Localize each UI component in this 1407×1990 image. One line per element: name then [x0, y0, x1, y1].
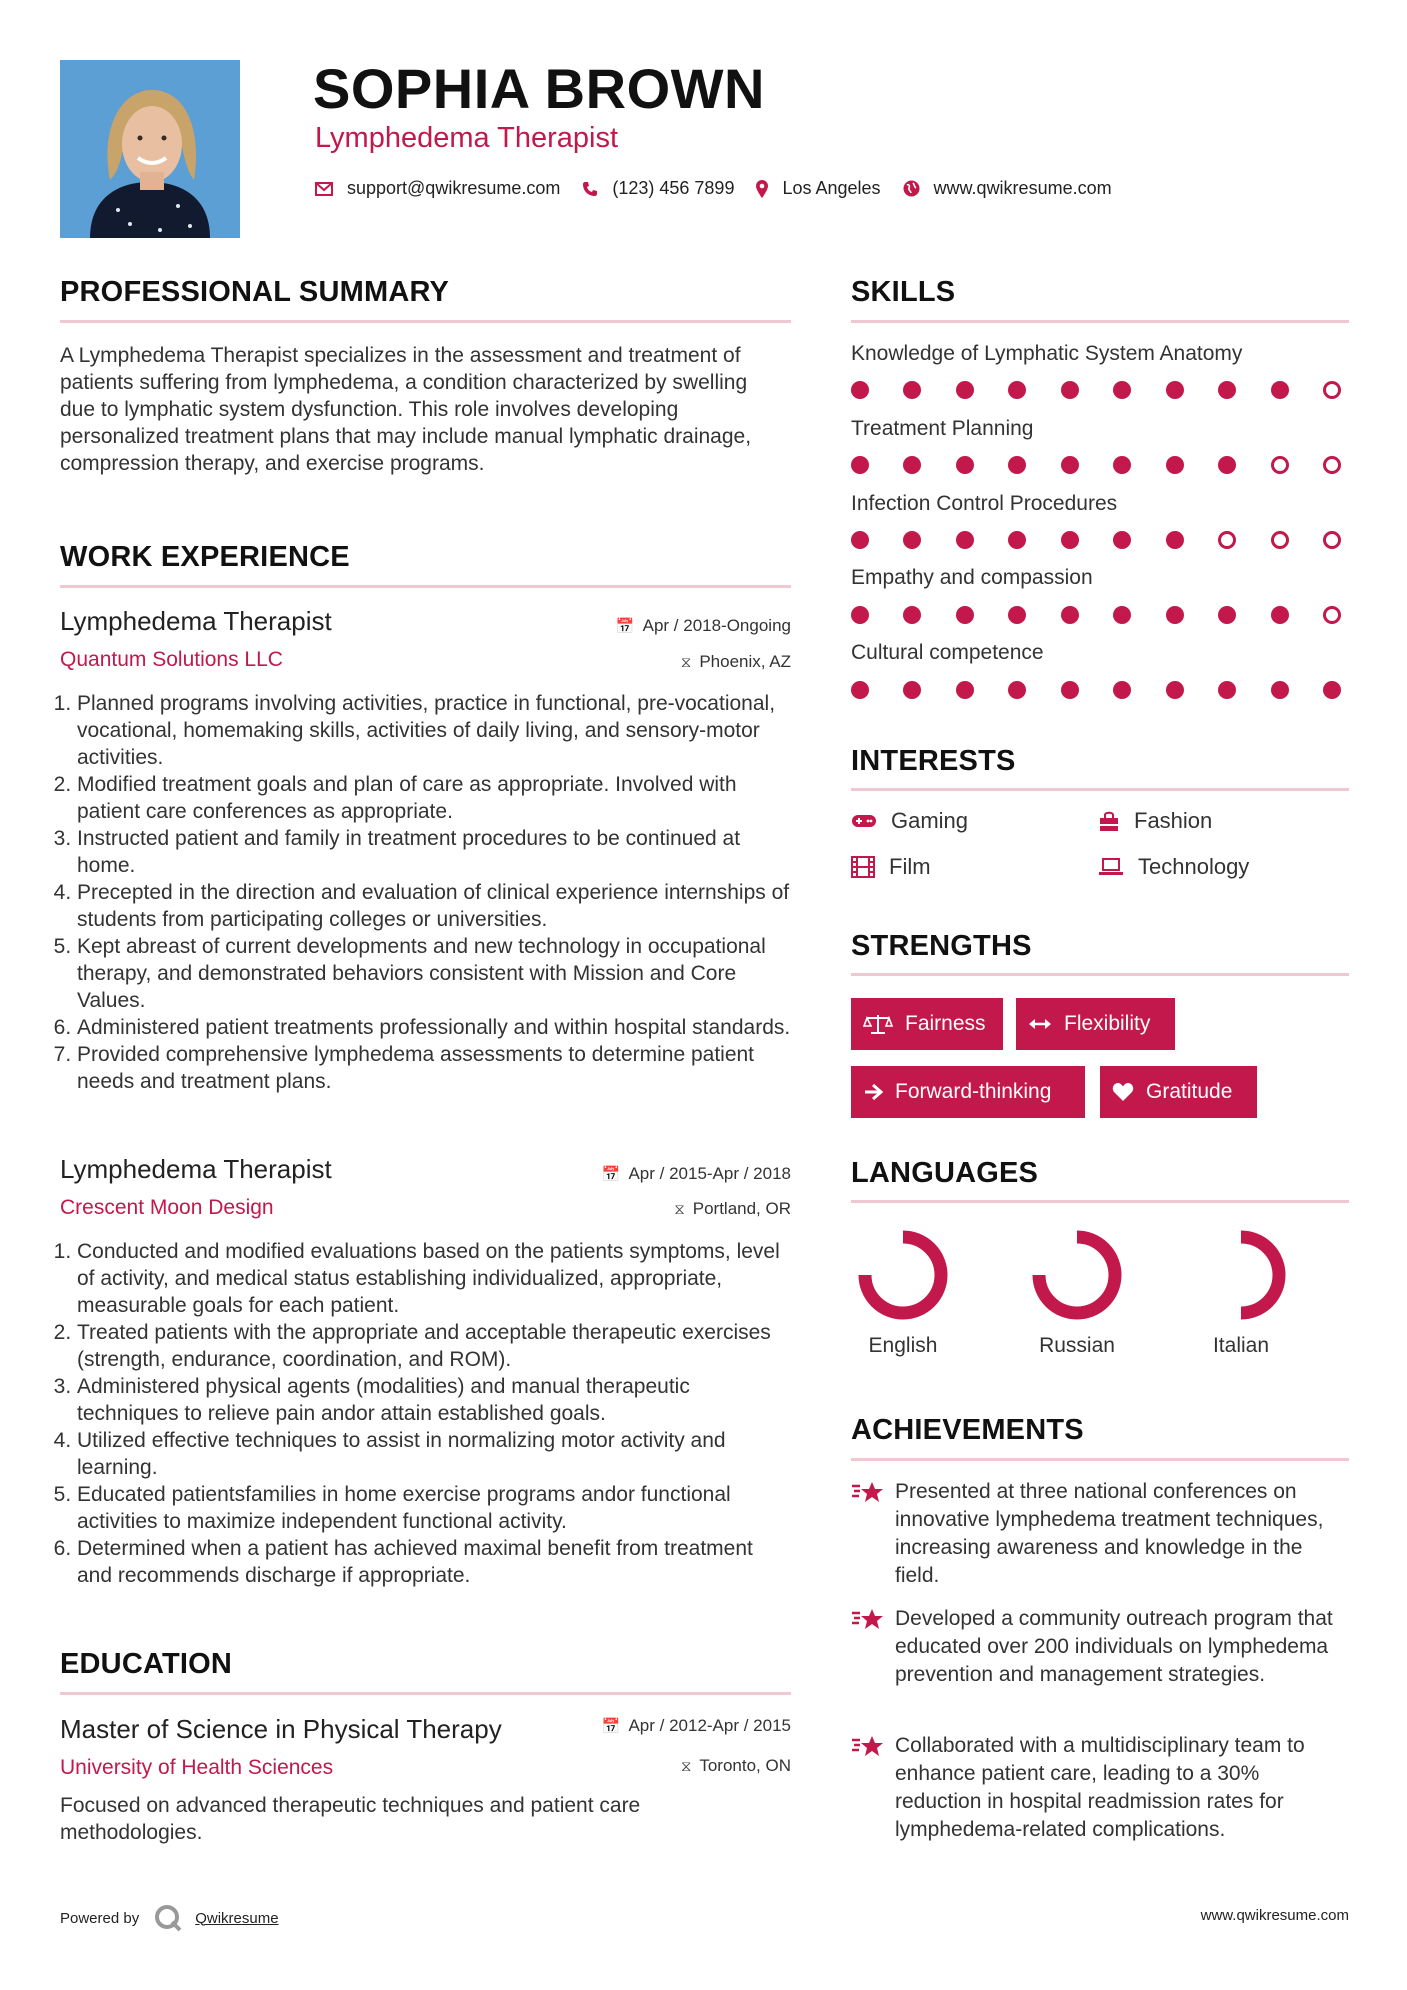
skill-dot-filled — [1008, 531, 1026, 549]
language-gauge — [1027, 1225, 1127, 1325]
skill-name: Treatment Planning — [851, 417, 1034, 440]
arrow-right-icon — [863, 1083, 883, 1101]
achievements-heading: ACHIEVEMENTS — [851, 1414, 1084, 1446]
skill-dot-filled — [956, 456, 974, 474]
job-title: Lymphedema Therapist — [60, 606, 332, 636]
skill-dot-filled — [1218, 681, 1236, 699]
job-company: Quantum Solutions LLC — [60, 648, 283, 671]
skill-dot-filled — [903, 606, 921, 624]
skill-dot-filled — [1166, 456, 1184, 474]
contact-website[interactable]: www.qwikresume.com — [933, 178, 1112, 198]
achievement-item — [851, 1605, 1351, 1689]
section-divider — [851, 973, 1349, 976]
strength-label: Flexibility — [1064, 1012, 1151, 1035]
star-icon — [851, 1478, 895, 1590]
list-item: 3. Administered physical agents (modalities) and manual therapeutic techniques to relieve pain andor attain established goals. — [77, 1373, 792, 1427]
calendar-icon: 📅 — [615, 618, 635, 635]
strength-badge — [851, 1066, 1085, 1118]
interest-item — [1098, 808, 1212, 834]
skill-dot-empty — [1323, 531, 1341, 549]
strength-label: Fairness — [905, 1012, 986, 1035]
job-dates-text: Apr / 2015-Apr / 2018 — [628, 1164, 791, 1183]
language-name: Italian — [1212, 1334, 1270, 1357]
list-item: 3. Instructed patient and family in treatment procedures to be continued at home. — [77, 825, 792, 879]
skill-dot-filled — [1218, 456, 1236, 474]
contact-email[interactable]: support@qwikresume.com — [347, 178, 561, 198]
language-name: English — [868, 1334, 938, 1357]
job-company: Crescent Moon Design — [60, 1196, 274, 1219]
language-item — [1017, 1225, 1137, 1358]
section-divider — [851, 320, 1349, 323]
interest-item — [851, 854, 931, 880]
job-location-text: Phoenix, AZ — [699, 652, 791, 671]
profile-photo — [60, 60, 240, 238]
pushpin-icon: ⧖ — [674, 1200, 685, 1218]
skill-dot-filled — [903, 531, 921, 549]
skill-dot-filled — [1061, 531, 1079, 549]
footer-powered-by — [60, 1903, 279, 1933]
skill-dot-filled — [956, 531, 974, 549]
strength-label: Gratitude — [1146, 1080, 1233, 1103]
section-divider — [851, 1200, 1349, 1203]
globe-icon — [903, 180, 920, 197]
skill-dot-filled — [903, 681, 921, 699]
degree-title: Master of Science in Physical Therapy — [60, 1714, 502, 1744]
strengths-heading: STRENGTHS — [851, 930, 1032, 962]
envelope-icon — [315, 182, 333, 196]
skill-dot-empty — [1271, 531, 1289, 549]
list-item: 2. Treated patients with the appropriate and acceptable therapeutic exercises (strength, endurance, coordination, and ROM). — [77, 1319, 792, 1373]
heart-icon — [1112, 1082, 1134, 1102]
skill-dot-filled — [851, 381, 869, 399]
interest-label: Technology — [1138, 854, 1250, 879]
skill-name: Empathy and compassion — [851, 566, 1093, 589]
education-dates-text: Apr / 2012-Apr / 2015 — [628, 1716, 791, 1735]
skill-dot-filled — [851, 681, 869, 699]
language-name: Russian — [1039, 1334, 1115, 1357]
skill-dot-filled — [1271, 681, 1289, 699]
interest-label: Gaming — [891, 808, 969, 833]
skill-dot-filled — [956, 606, 974, 624]
skill-rating — [851, 606, 1341, 624]
skill-rating — [851, 381, 1341, 399]
laptop-icon — [1098, 857, 1124, 877]
skill-dot-filled — [1061, 606, 1079, 624]
list-item: 5. Educated patientsfamilies in home exercise programs andor functional activities to maximize independent functional activity. — [77, 1481, 792, 1535]
list-item: 6. Administered patient treatments professionally and within hospital standards. — [77, 1014, 792, 1041]
skill-dot-filled — [1218, 381, 1236, 399]
list-item: 1. Conducted and modified evaluations based on the patients symptoms, level of activity, and medical status establishing individualized, appropriate, measurable goals for each patient. — [77, 1238, 792, 1319]
skill-dot-filled — [903, 456, 921, 474]
balance-scale-icon — [863, 1013, 893, 1035]
education-heading: EDUCATION — [60, 1648, 233, 1680]
candidate-name: SOPHIA BROWN — [313, 57, 765, 120]
job-dates — [491, 616, 791, 636]
skill-dot-empty — [1218, 531, 1236, 549]
candidate-title: Lymphedema Therapist — [315, 122, 619, 154]
brand-link[interactable]: Qwikresume — [195, 1909, 279, 1927]
skill-dot-filled — [1061, 456, 1079, 474]
education-description: Focused on advanced therapeutic techniques and patient care methodologies. — [60, 1794, 641, 1844]
language-gauge — [1191, 1225, 1291, 1325]
experience-heading: WORK EXPERIENCE — [60, 541, 350, 573]
skill-dot-filled — [1166, 681, 1184, 699]
job-dates-text: Apr / 2018-Ongoing — [642, 616, 791, 635]
skill-rating — [851, 681, 1341, 699]
skill-dot-filled — [1271, 606, 1289, 624]
calendar-icon: 📅 — [601, 1166, 621, 1183]
skill-dot-filled — [1166, 531, 1184, 549]
strength-badge — [1016, 998, 1175, 1050]
skill-dot-filled — [1008, 381, 1026, 399]
pushpin-icon: ⧖ — [680, 653, 692, 671]
interest-label: Fashion — [1134, 808, 1213, 833]
arrows-horizontal-icon — [1028, 1017, 1052, 1031]
achievement-text: Developed a community outreach program that educated over 200 individuals on lymphedema prevention and management strategies. — [895, 1607, 1333, 1686]
skill-dot-filled — [1166, 381, 1184, 399]
skill-dot-filled — [956, 681, 974, 699]
skill-name: Infection Control Procedures — [851, 492, 1118, 515]
skill-rating — [851, 531, 1341, 549]
section-divider — [60, 320, 791, 323]
list-item: 6. Determined when a patient has achieved maximal benefit from treatment and recommends discharge if appropriate. — [77, 1535, 792, 1589]
skill-name: Cultural competence — [851, 641, 1044, 664]
skill-dot-filled — [851, 456, 869, 474]
calendar-icon: 📅 — [601, 1718, 621, 1735]
skill-dot-filled — [1271, 381, 1289, 399]
gamepad-icon — [851, 813, 877, 829]
language-item — [843, 1225, 963, 1358]
summary-text: A Lymphedema Therapist specializes in the assessment and treatment of patients suffering from lymphedema, a condition characterized by swelling due to lymphatic system dysfunction. This role involves developing personalized treatment plans that may include manual lymphatic drainage, compression therapy, and exercise programs. — [60, 344, 752, 475]
skill-dot-filled — [1166, 606, 1184, 624]
list-item: 4. Precepted in the direction and evaluation of clinical experience internships of students from participating colleges or universities. — [77, 879, 792, 933]
education-location — [491, 1756, 791, 1776]
shopping-bag-icon — [1098, 810, 1120, 832]
qwikresume-logo-icon — [153, 1903, 183, 1933]
language-item — [1181, 1225, 1301, 1358]
skill-dot-filled — [1113, 681, 1131, 699]
skill-dot-filled — [1113, 381, 1131, 399]
skill-dot-empty — [1323, 381, 1341, 399]
skill-dot-empty — [1271, 456, 1289, 474]
list-item: 1. Planned programs involving activities, practice in functional, pre-vocational, vocational, homemaking skills, activities of daily living, and sensory-motor activities. — [77, 690, 792, 771]
film-icon — [851, 856, 875, 878]
skill-dot-filled — [1218, 606, 1236, 624]
education-dates — [491, 1716, 791, 1736]
contact-location: Los Angeles — [782, 178, 881, 198]
skill-dot-filled — [1061, 381, 1079, 399]
skills-heading: SKILLS — [851, 276, 956, 308]
list-item: 2. Modified treatment goals and plan of care as appropriate. Involved with patient care conferences as appropriate. — [77, 771, 792, 825]
star-icon — [851, 1732, 895, 1844]
skill-dot-filled — [903, 381, 921, 399]
skill-dot-filled — [1008, 606, 1026, 624]
footer-website[interactable]: www.qwikresume.com — [1200, 1907, 1349, 1924]
job-location — [491, 652, 791, 672]
achievement-item — [851, 1478, 1351, 1590]
list-item: 7. Provided comprehensive lymphedema assessments to determine patient needs and treatment plans. — [77, 1041, 792, 1095]
section-divider — [851, 1458, 1349, 1461]
job-dates — [491, 1164, 791, 1184]
phone-icon — [582, 181, 598, 197]
strength-label: Forward-thinking — [895, 1080, 1052, 1103]
skill-dot-empty — [1323, 606, 1341, 624]
job-location — [491, 1199, 791, 1219]
section-divider — [60, 585, 791, 588]
job-title: Lymphedema Therapist — [60, 1154, 332, 1184]
pushpin-icon: ⧖ — [680, 1757, 692, 1775]
strength-badge — [1100, 1066, 1257, 1118]
skill-dot-filled — [851, 606, 869, 624]
interest-label: Film — [889, 854, 931, 879]
achievement-text: Collaborated with a multidisciplinary team to enhance patient care, leading to a 30% reduction in hospital readmission rates for lymphedema-related complications. — [895, 1734, 1305, 1841]
list-item: 5. Kept abreast of current developments and new technology in occupational therapy, and demonstrated behaviors consistent with Mission and Core Values. — [77, 933, 792, 1014]
skill-dot-filled — [1113, 606, 1131, 624]
job-duties — [58, 1238, 792, 1589]
skill-dot-filled — [956, 381, 974, 399]
list-item: 4. Utilized effective techniques to assist in normalizing motor activity and learning. — [77, 1427, 792, 1481]
skill-dot-filled — [1008, 456, 1026, 474]
summary-heading: PROFESSIONAL SUMMARY — [60, 276, 450, 308]
skill-dot-filled — [1061, 681, 1079, 699]
language-gauge — [853, 1225, 953, 1325]
interest-item — [851, 808, 968, 834]
interest-item — [1098, 854, 1249, 880]
education-location-text: Toronto, ON — [699, 1756, 791, 1775]
skill-dot-empty — [1323, 456, 1341, 474]
star-icon — [851, 1605, 895, 1689]
skill-rating — [851, 456, 1341, 474]
powered-by-label: Powered by — [60, 1909, 140, 1927]
skill-name: Knowledge of Lymphatic System Anatomy — [851, 342, 1243, 365]
skill-dot-filled — [851, 531, 869, 549]
section-divider — [851, 788, 1349, 791]
job-duties — [58, 690, 792, 1095]
skill-dot-filled — [1008, 681, 1026, 699]
job-location-text: Portland, OR — [692, 1199, 791, 1218]
contact-phone[interactable]: (123) 456 7899 — [612, 178, 735, 198]
skill-dot-filled — [1323, 681, 1341, 699]
languages-heading: LANGUAGES — [851, 1157, 1039, 1189]
skill-dot-filled — [1113, 531, 1131, 549]
avatar — [60, 60, 240, 238]
skill-dot-filled — [1113, 456, 1131, 474]
strength-badge — [851, 998, 1003, 1050]
interests-heading: INTERESTS — [851, 745, 1016, 777]
section-divider — [60, 1692, 791, 1695]
achievement-item — [851, 1732, 1351, 1844]
school-name: University of Health Sciences — [60, 1756, 334, 1779]
map-pin-icon — [756, 180, 768, 198]
achievement-text: Presented at three national conferences on innovative lymphedema treatment techniques, increasing awareness and knowledge in the field. — [895, 1480, 1324, 1587]
contact-bar — [315, 178, 1134, 199]
